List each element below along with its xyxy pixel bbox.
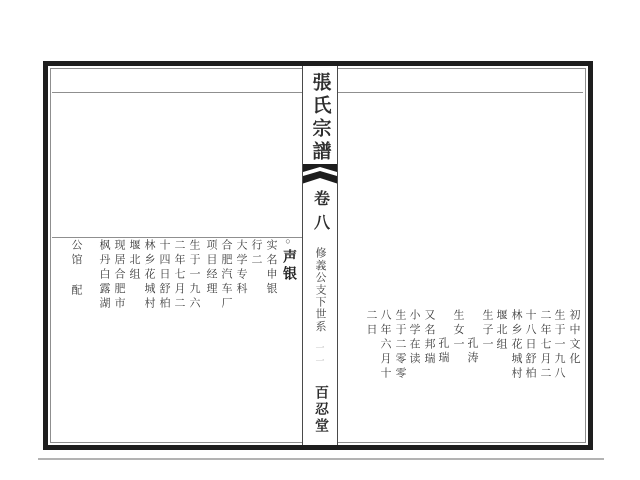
book-title: 張氏宗譜 bbox=[309, 72, 331, 164]
text-column: 八年六月十 bbox=[379, 309, 391, 382]
header-rule-left bbox=[52, 92, 302, 93]
text-column: 实名申银 bbox=[265, 239, 277, 297]
text-column: 现居合肥市 bbox=[113, 239, 125, 312]
text-column: 林乡花城村 bbox=[143, 239, 155, 312]
entry-name: 声银 bbox=[281, 249, 296, 283]
spouse-label: 配 bbox=[70, 284, 82, 299]
text-column: 生于二零零 bbox=[394, 309, 406, 382]
text-column: 枫丹白露湖 bbox=[98, 239, 110, 312]
text-column: 林乡花城村 bbox=[510, 309, 522, 382]
entry-divider-rule bbox=[52, 237, 302, 238]
fishtail-icon bbox=[303, 164, 337, 186]
child-name-column: 孔瑞 bbox=[437, 337, 449, 366]
text-column: 初中文化 bbox=[568, 309, 580, 367]
page-edge-shadow bbox=[38, 458, 604, 460]
text-column: 二年七月二 bbox=[539, 309, 551, 382]
entry-name-column bbox=[279, 236, 297, 283]
hall-name: 百忍堂 bbox=[313, 385, 328, 435]
text-column: 合肥汽车厂 bbox=[220, 239, 232, 312]
text-column: 堰北组 bbox=[128, 239, 140, 283]
text-column: 堰北组 bbox=[495, 309, 507, 353]
text-column: 生于一九八 bbox=[553, 309, 565, 382]
text-column: 项目经理 bbox=[205, 239, 217, 297]
text-column: 二日 bbox=[365, 309, 377, 338]
text-column: 公馆 bbox=[70, 239, 82, 268]
header-rule-right bbox=[338, 92, 583, 93]
child-name-column: 孔涛 bbox=[466, 337, 478, 366]
spine-column bbox=[302, 66, 338, 445]
text-column: 二年七月二 bbox=[173, 239, 185, 312]
text-column: 生女一 bbox=[452, 309, 464, 353]
text-column: 生子一 bbox=[481, 309, 493, 353]
text-column: 又名邦瑞 bbox=[423, 309, 435, 367]
entry-marker-icon: ○ bbox=[283, 236, 293, 249]
section-title: 修義公支下世系 bbox=[314, 247, 326, 333]
text-column: 小学在读 bbox=[408, 309, 420, 367]
text-column: 行二 bbox=[250, 239, 262, 268]
text-column: 十八日舒柏 bbox=[524, 309, 536, 382]
volume-label: 卷八 bbox=[311, 190, 329, 238]
text-column: 大学专科 bbox=[235, 239, 247, 297]
page-number: 一一 bbox=[314, 343, 325, 369]
text-column: 生于一九六 bbox=[188, 239, 200, 312]
text-column: 十四日舒柏 bbox=[158, 239, 170, 312]
